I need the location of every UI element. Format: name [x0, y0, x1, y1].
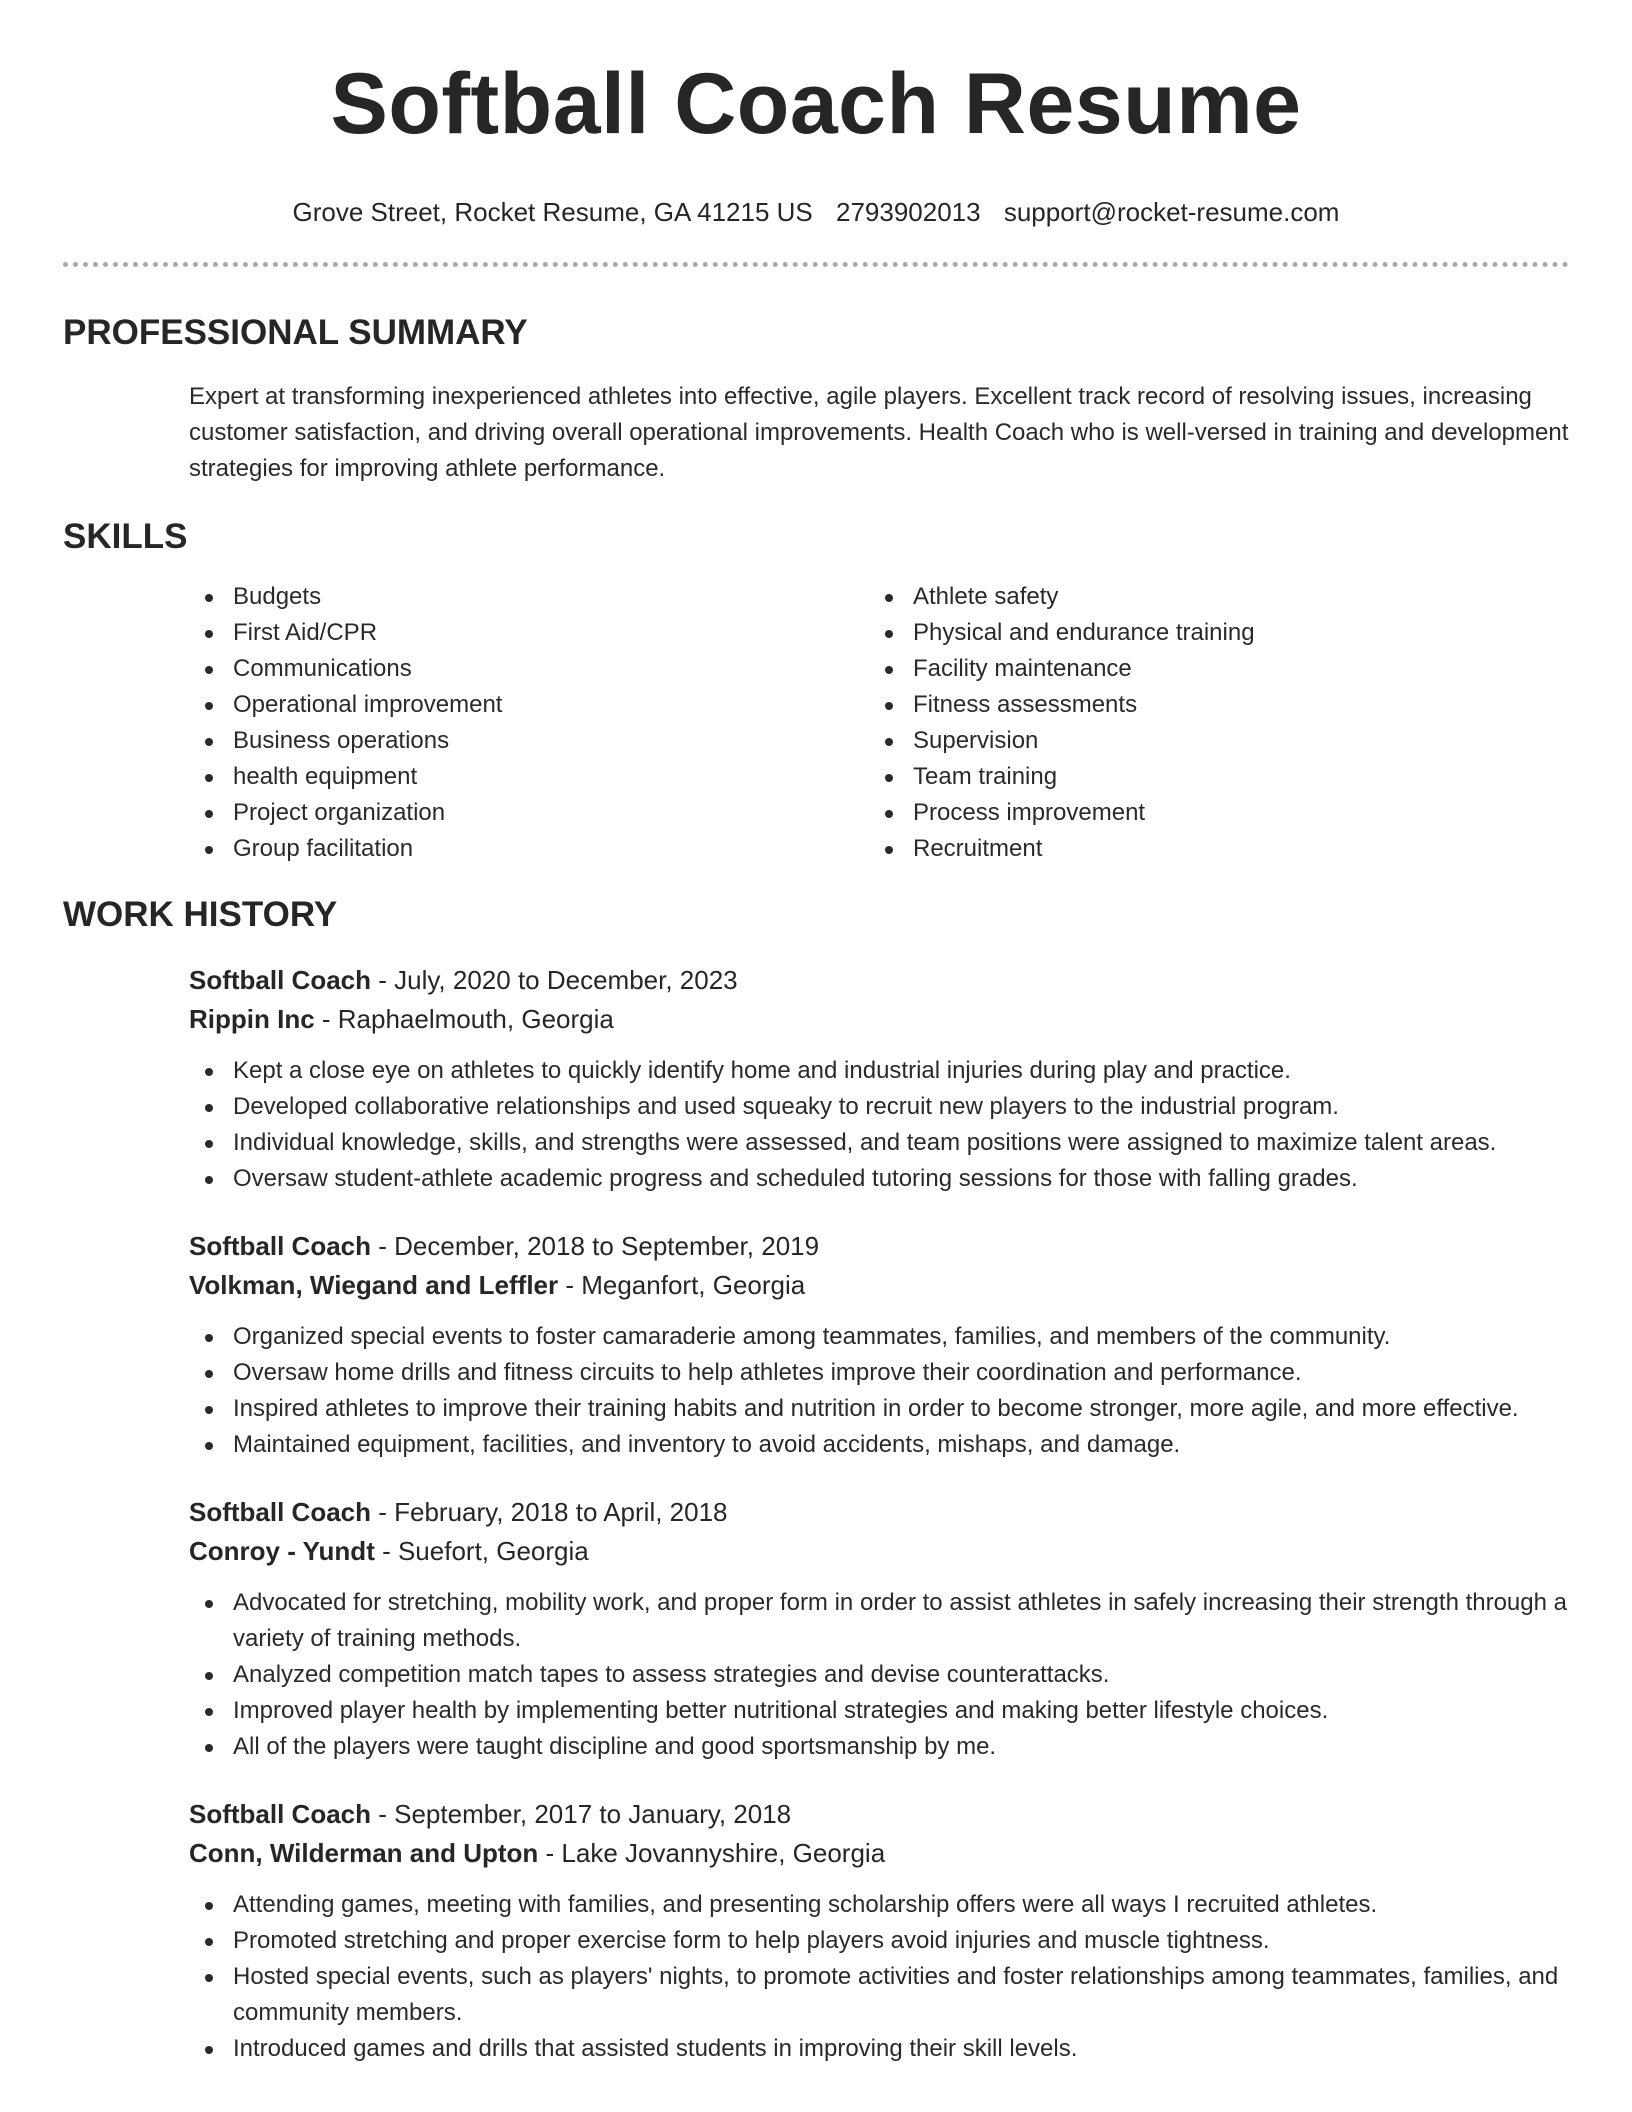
skill-item: Fitness assessments — [869, 687, 1549, 723]
skill-item: health equipment — [189, 759, 869, 795]
summary-heading: PROFESSIONAL SUMMARY — [63, 313, 528, 352]
job-title-line — [189, 961, 1569, 1000]
job-title: Softball Coach — [189, 1799, 372, 1829]
job-title-line — [189, 1795, 1569, 1834]
job-bullet: Advocated for stretching, mobility work, and proper form in order to assist athletes in safely increasing their strength through a variety of training methods. — [189, 1585, 1569, 1657]
skill-item: Communications — [189, 651, 869, 687]
job-company-line — [189, 1266, 1569, 1305]
job-bullet: Individual knowledge, skills, and strengths were assessed, and team positions were assigned to maximize talent areas. — [189, 1125, 1569, 1161]
job-bullet: Oversaw student-athlete academic progress and scheduled tutoring sessions for those with falling grades. — [189, 1161, 1569, 1197]
skill-item: Facility maintenance — [869, 651, 1549, 687]
job-company-line — [189, 1000, 1569, 1039]
job-location: - Lake Jovannyshire, Georgia — [538, 1838, 886, 1868]
job-company: Rippin Inc — [189, 1004, 315, 1034]
job-bullets — [189, 1887, 1569, 2067]
job-dates: - September, 2017 to January, 2018 — [371, 1799, 792, 1829]
job-company-line — [189, 1834, 1569, 1873]
skill-item: Athlete safety — [869, 579, 1549, 615]
job-bullet: Improved player health by implementing better nutritional strategies and making better lifestyle choices. — [189, 1693, 1569, 1729]
job-company: Volkman, Wiegand and Leffler — [189, 1270, 559, 1300]
contact-phone: 2793902013 — [836, 197, 981, 227]
skill-item: Group facilitation — [189, 831, 869, 867]
contact-address: Grove Street, Rocket Resume, GA 41215 US — [292, 197, 813, 227]
job-entry — [189, 1795, 1569, 2067]
job-entry — [189, 1493, 1569, 1765]
skill-item: Recruitment — [869, 831, 1549, 867]
job-bullet: Inspired athletes to improve their training habits and nutrition in order to become stronger, more agile, and more effective. — [189, 1391, 1569, 1427]
job-dates: - July, 2020 to December, 2023 — [371, 965, 738, 995]
resume-title: Softball Coach Resume — [330, 56, 1302, 152]
job-title: Softball Coach — [189, 1231, 372, 1261]
job-company: Conroy - Yundt — [189, 1536, 375, 1566]
skill-item: Budgets — [189, 579, 869, 615]
job-bullets — [189, 1585, 1569, 1765]
skill-item: Project organization — [189, 795, 869, 831]
contact-email: support@rocket-resume.com — [1003, 197, 1340, 227]
skill-item: Operational improvement — [189, 687, 869, 723]
skills-column-left — [189, 579, 869, 867]
job-bullet: All of the players were taught discipline and good sportsmanship by me. — [189, 1729, 1569, 1765]
skill-item: Business operations — [189, 723, 869, 759]
job-location: - Meganfort, Georgia — [558, 1270, 806, 1300]
work-heading: WORK HISTORY — [63, 895, 338, 934]
skill-item: Team training — [869, 759, 1549, 795]
job-company: Conn, Wilderman and Upton — [189, 1838, 539, 1868]
job-bullet: Introduced games and drills that assisted students in improving their skill levels. — [189, 2031, 1569, 2067]
summary-text: Expert at transforming inexperienced athletes into effective, agile players. Excellent track record of resolving issues, increasing customer satisfaction, and driving overall operational improvements. Health Coach who is well-versed in training and development strategies for improving athlete performance. — [189, 383, 1569, 482]
job-bullet: Promoted stretching and proper exercise form to help players avoid injuries and muscle tightness. — [189, 1923, 1569, 1959]
job-bullet: Kept a close eye on athletes to quickly identify home and industrial injuries during play and practice. — [189, 1053, 1569, 1089]
job-location: - Raphaelmouth, Georgia — [314, 1004, 614, 1034]
job-location: - Suefort, Georgia — [374, 1536, 589, 1566]
skill-item: First Aid/CPR — [189, 615, 869, 651]
header-divider — [63, 262, 1569, 267]
job-entry — [189, 961, 1569, 1197]
job-bullet: Organized special events to foster camaraderie among teammates, families, and members of the community. — [189, 1319, 1569, 1355]
job-dates: - December, 2018 to September, 2019 — [371, 1231, 820, 1261]
job-title: Softball Coach — [189, 965, 372, 995]
skill-item: Physical and endurance training — [869, 615, 1549, 651]
skills-list — [189, 579, 1569, 867]
job-bullet: Hosted special events, such as players' nights, to promote activities and foster relationships among teammates, families, and community members. — [189, 1959, 1569, 2031]
job-title-line — [189, 1227, 1569, 1266]
skills-heading: SKILLS — [63, 517, 188, 556]
skill-item: Process improvement — [869, 795, 1549, 831]
job-title-line — [189, 1493, 1569, 1532]
job-bullet: Maintained equipment, facilities, and inventory to avoid accidents, mishaps, and damage. — [189, 1427, 1569, 1463]
skill-item: Supervision — [869, 723, 1549, 759]
skills-column-right — [869, 579, 1549, 867]
job-bullet: Developed collaborative relationships and used squeaky to recruit new players to the industrial program. — [189, 1089, 1569, 1125]
job-entry — [189, 1227, 1569, 1463]
contact-line — [0, 196, 1632, 228]
job-bullet: Attending games, meeting with families, and presenting scholarship offers were all ways I recruited athletes. — [189, 1887, 1569, 1923]
job-bullets — [189, 1053, 1569, 1197]
job-company-line — [189, 1532, 1569, 1571]
job-bullet: Analyzed competition match tapes to assess strategies and devise counterattacks. — [189, 1657, 1569, 1693]
job-bullet: Oversaw home drills and fitness circuits to help athletes improve their coordination and performance. — [189, 1355, 1569, 1391]
job-bullets — [189, 1319, 1569, 1463]
job-dates: - February, 2018 to April, 2018 — [371, 1497, 728, 1527]
job-title: Softball Coach — [189, 1497, 372, 1527]
